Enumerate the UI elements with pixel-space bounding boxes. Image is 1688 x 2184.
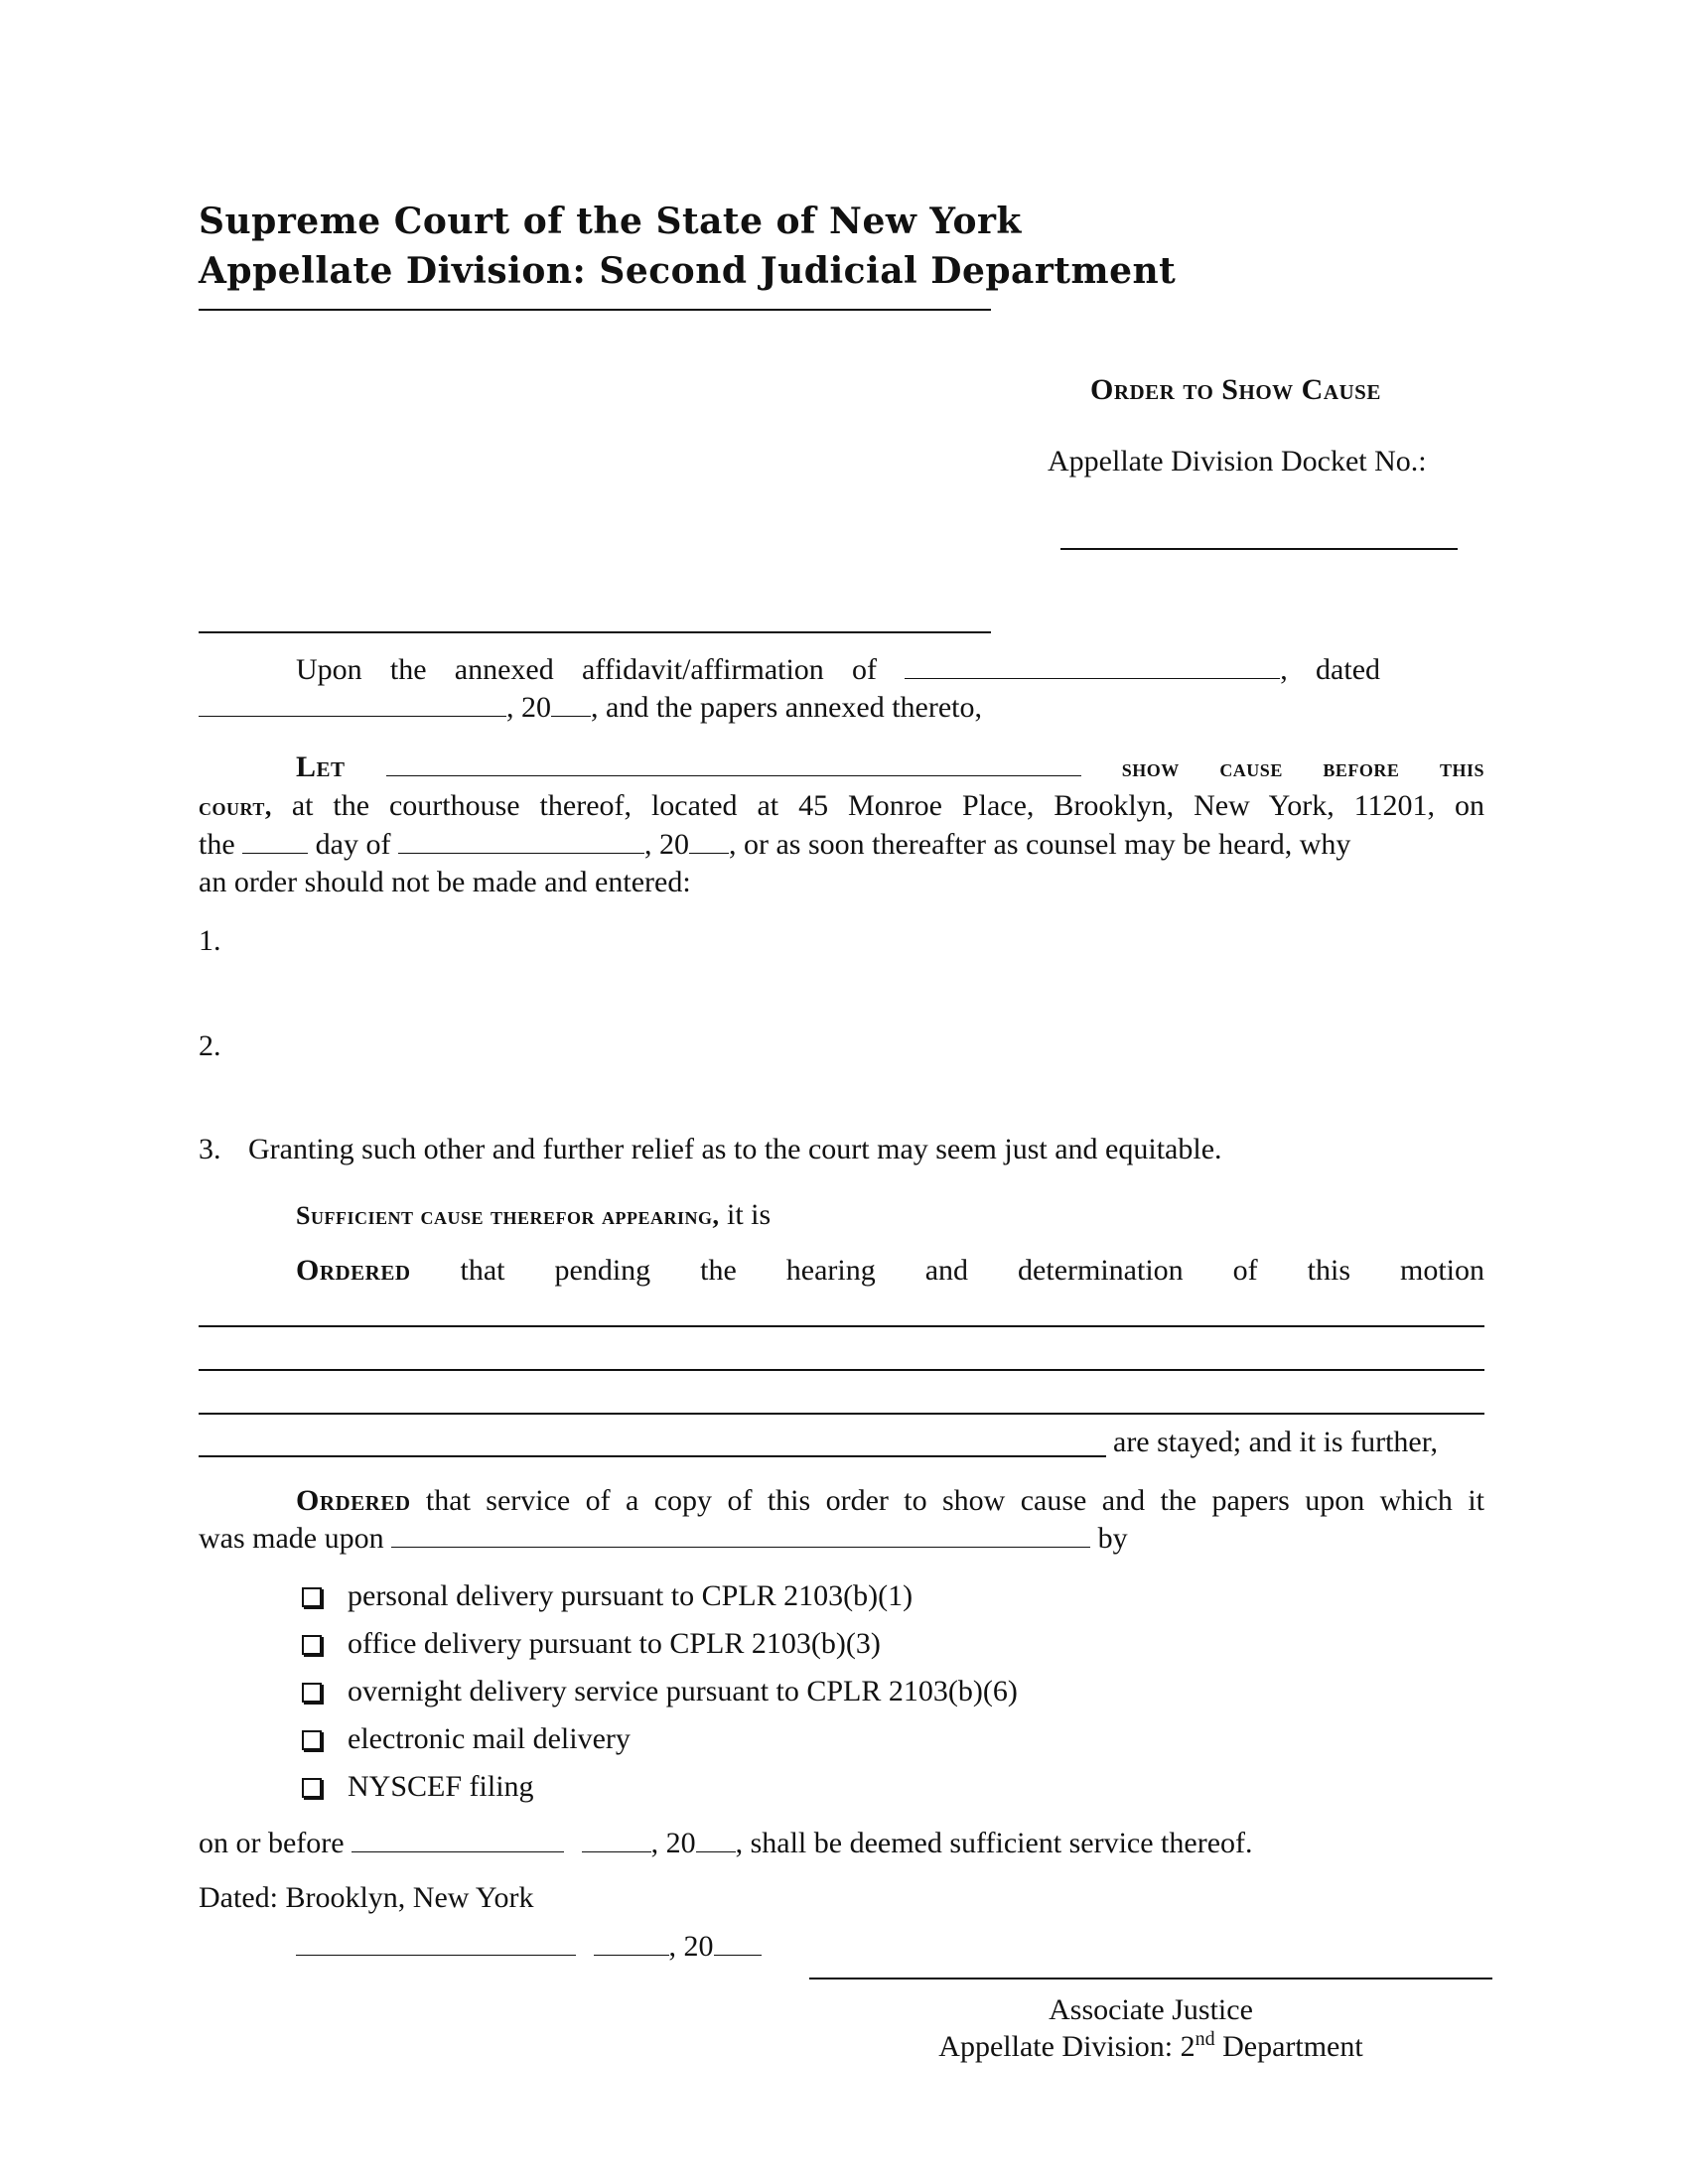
dated-place: Brooklyn, New York: [285, 1881, 534, 1914]
dated-year-field[interactable]: [714, 1929, 762, 1956]
deadline-year-field[interactable]: [696, 1826, 736, 1852]
stay-field-line-3[interactable]: [199, 1413, 1484, 1415]
sufficient-cause-label: Sufficient cause therefor appearing,: [296, 1201, 720, 1230]
stay-field-line-1[interactable]: [199, 1325, 1484, 1327]
dated-month-field[interactable]: [296, 1929, 576, 1956]
the-label: the: [199, 828, 235, 861]
order-made-line: an order should not be made and entered:: [199, 866, 691, 898]
hearing-tail: , or as soon thereafter as counsel may be heard, why: [728, 828, 1351, 861]
ordered-stay-line: [296, 1252, 1484, 1290]
dated-date-line: [296, 1928, 762, 1966]
on-or-before-label: on or before: [199, 1827, 345, 1859]
respondent-name-field[interactable]: [386, 750, 1081, 776]
ordered-service-paragraph: [199, 1482, 1484, 1558]
service-option-3[interactable]: [302, 1673, 1018, 1710]
affiant-name-field[interactable]: [905, 652, 1280, 679]
service-option-label: office delivery pursuant to CPLR 2103(b)(3): [348, 1627, 881, 1660]
service-deadline-line: [199, 1825, 1253, 1862]
ordered-label-2: Ordered: [296, 1484, 411, 1517]
made-upon-label: was made upon: [199, 1522, 384, 1555]
service-option-2[interactable]: [302, 1625, 881, 1663]
checkbox-overnight-delivery[interactable]: [302, 1683, 322, 1703]
affidavit-date-field[interactable]: [199, 690, 506, 717]
item-number-1: 1.: [199, 924, 221, 957]
affidavit-tail: , and the papers annexed thereto,: [591, 691, 982, 724]
checkbox-personal-delivery[interactable]: [302, 1587, 322, 1607]
sufficient-cause-line: [296, 1196, 771, 1235]
court-name-line1: Supreme Court of the State of New York: [199, 201, 1022, 242]
service-option-label: NYSCEF filing: [348, 1770, 534, 1803]
paragraph-affidavit: [199, 651, 1380, 727]
stayed-text: are stayed; and it is further,: [1113, 1426, 1439, 1458]
division-suffix: Department: [1214, 2030, 1363, 2063]
sufficient-cause-tail: it is: [719, 1198, 772, 1231]
let-label: Let: [296, 751, 346, 783]
header-rule: [199, 309, 991, 311]
item-3-text: Granting such other and further relief as to the court may seem just and equitable.: [248, 1133, 1222, 1165]
paragraph-let-show-cause: [199, 749, 1484, 901]
service-option-label: personal delivery pursuant to CPLR 2103(b)(1): [348, 1579, 914, 1612]
court-label: court,: [199, 792, 272, 821]
hearing-day-field[interactable]: [242, 827, 308, 854]
signature-line[interactable]: [809, 1978, 1492, 1979]
affidavit-year-field[interactable]: [551, 690, 591, 717]
deadline-tail: , shall be deemed sufficient service thereof.: [735, 1827, 1253, 1859]
courthouse-address: at the courthouse thereof, located at 45 Monroe Place, Brooklyn, New York, 11201, on: [271, 789, 1484, 822]
service-option-4[interactable]: [302, 1720, 631, 1758]
deadline-day-field[interactable]: [582, 1826, 651, 1852]
dated-label: Dated:: [199, 1881, 278, 1914]
ordered-label-1: Ordered: [296, 1254, 411, 1287]
signature-title: Associate Justice: [1049, 1993, 1253, 2026]
show-cause-label: show cause before this: [1121, 753, 1485, 782]
caption-rule: [199, 631, 991, 633]
deadline-month-field[interactable]: [352, 1826, 564, 1852]
ordered-service-text: that service of a copy of this order to show cause and the papers upon which it: [410, 1484, 1484, 1517]
checkbox-office-delivery[interactable]: [302, 1635, 322, 1655]
docket-number-field[interactable]: [1060, 548, 1458, 550]
item-number-3: 3.: [199, 1133, 221, 1165]
hearing-month-field[interactable]: [398, 827, 644, 854]
dated-year-prefix: , 20: [668, 1930, 714, 1963]
hearing-year-field[interactable]: [689, 827, 729, 854]
checkbox-nyscef-filing[interactable]: [302, 1778, 322, 1798]
service-option-1[interactable]: [302, 1577, 913, 1615]
service-option-label: electronic mail delivery: [348, 1722, 631, 1755]
dated-day-field[interactable]: [594, 1929, 669, 1956]
service-option-label: overnight delivery service pursuant to CPLR 2103(b)(6): [348, 1675, 1018, 1707]
day-of-label: day of: [315, 828, 391, 861]
dated-label: , dated: [1280, 653, 1381, 686]
document-title: Order to Show Cause: [1090, 373, 1381, 406]
served-party-field[interactable]: [391, 1521, 1090, 1548]
item-number-2: 2.: [199, 1029, 221, 1062]
stay-field-line-2[interactable]: [199, 1369, 1484, 1371]
hearing-year-prefix: , 20: [643, 828, 689, 861]
docket-label: Appellate Division Docket No.:: [1048, 445, 1427, 478]
by-label: by: [1097, 1522, 1128, 1555]
checkbox-electronic-mail[interactable]: [302, 1730, 322, 1750]
deadline-year-prefix: , 20: [650, 1827, 696, 1859]
signature-division: [809, 2028, 1492, 2066]
stay-field-line-4[interactable]: [199, 1455, 1106, 1457]
year-prefix: , 20: [506, 691, 551, 724]
division-prefix: Appellate Division: 2: [938, 2030, 1196, 2063]
division-superscript: nd: [1195, 2028, 1215, 2050]
service-option-5[interactable]: [302, 1768, 534, 1806]
ordered-stay-text: that pending the hearing and determination of this motion: [460, 1254, 1484, 1287]
court-name-line2: Appellate Division: Second Judicial Department: [199, 250, 1177, 292]
dated-line: [199, 1879, 534, 1917]
affidavit-lead: Upon the annexed affidavit/affirmation of: [296, 653, 878, 686]
